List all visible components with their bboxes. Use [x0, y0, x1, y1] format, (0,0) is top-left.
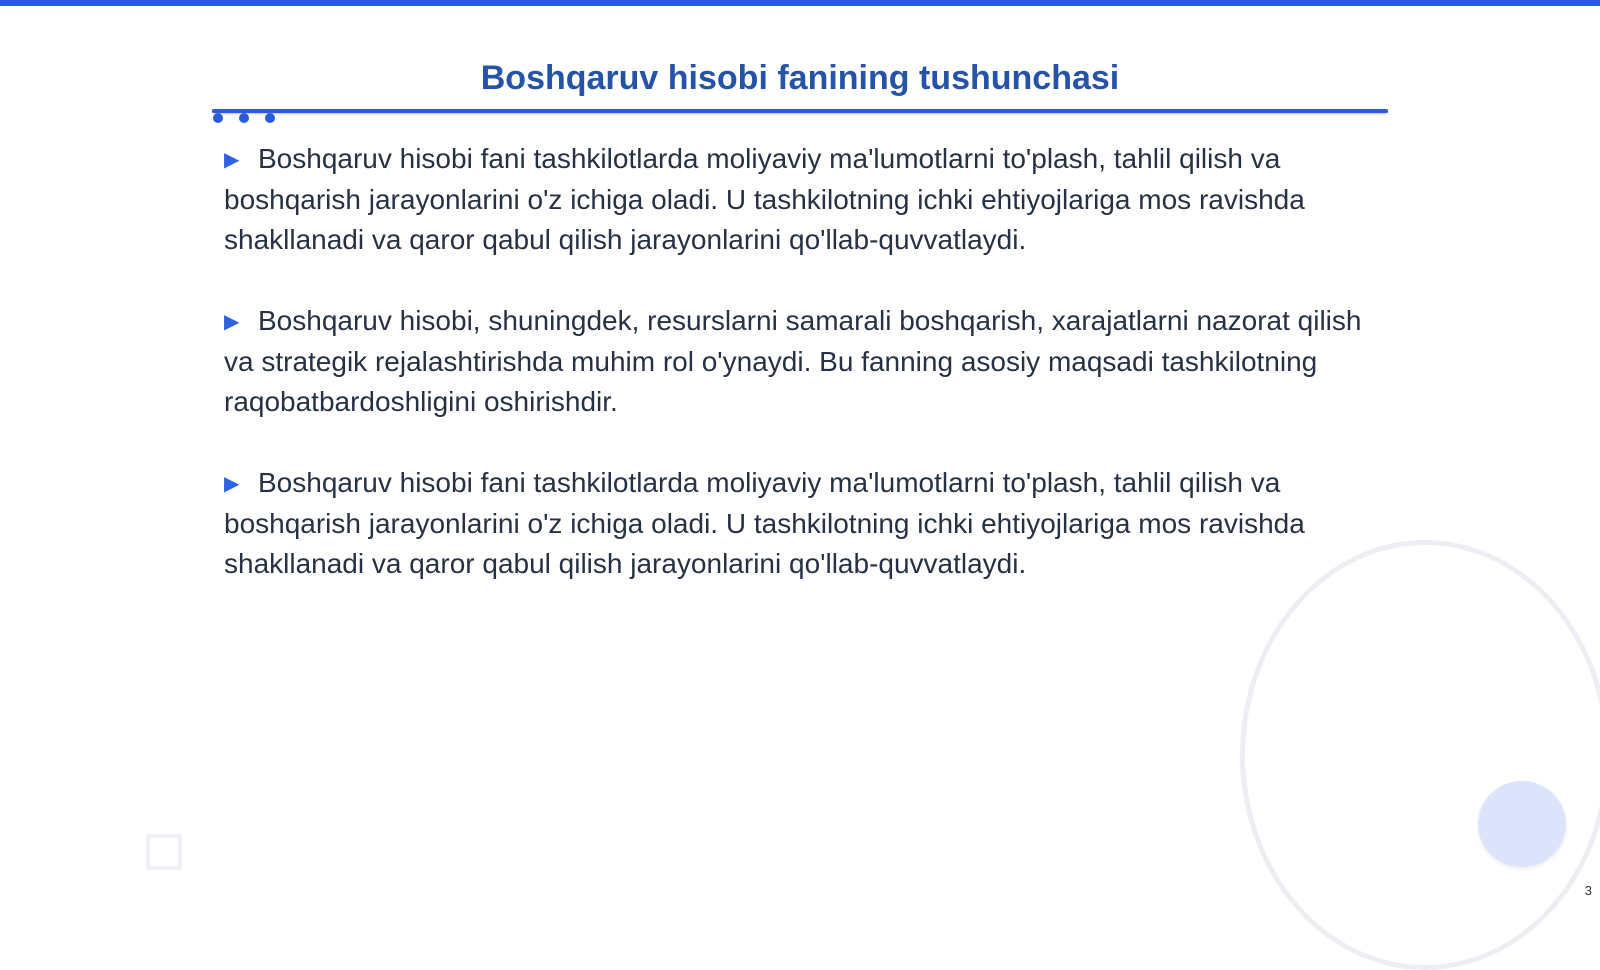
page-number: 3	[1584, 883, 1592, 898]
bullet-text: Boshqaruv hisobi fani tashkilotlarda moliyaviy ma'lumotlarni to'plash, tahlil qilish va boshqarish jarayonlarini o'z ichiga oladi. U tashkilotning ichki ehtiyojlariga mos ravishda shakllanadi va qaror qabul qilish jarayonlarini qo'llab-quvvatlaydi.	[224, 467, 1305, 579]
play-arrow-icon: ▶	[224, 149, 240, 171]
bullet-text: Boshqaruv hisobi fani tashkilotlarda moliyaviy ma'lumotlarni to'plash, tahlil qilish va boshqarish jarayonlarini o'z ichiga oladi. U tashkilotning ichki ehtiyojlariga mos ravishda shakllanadi va qaror qabul qilish jarayonlarini qo'llab-quvvatlaydi.	[224, 143, 1305, 255]
decor-ring	[1240, 540, 1600, 970]
bullet-item	[224, 139, 1374, 260]
bullet-item	[224, 463, 1374, 584]
slide-title: Boshqaruv hisobi fanining tushunchasi	[480, 59, 1120, 97]
decor-dot	[239, 113, 249, 123]
top-accent-bar	[0, 0, 1600, 6]
play-arrow-icon: ▶	[224, 311, 240, 333]
title-underline	[212, 109, 1388, 113]
play-arrow-icon: ▶	[224, 473, 240, 495]
bullet-item	[224, 301, 1374, 422]
bullet-list	[224, 139, 1374, 625]
bullet-text: Boshqaruv hisobi, shuningdek, resurslarni samarali boshqarish, xarajatlarni nazorat qilish va strategik rejalashtirishda muhim rol o'ynaydi. Bu fanning asosiy maqsadi tashkilotning raqobatbardoshligini oshirishdir.	[224, 305, 1362, 417]
decor-dot	[213, 113, 223, 123]
decor-square	[146, 834, 182, 870]
decor-circle	[1478, 781, 1566, 867]
decor-dot	[265, 113, 275, 123]
